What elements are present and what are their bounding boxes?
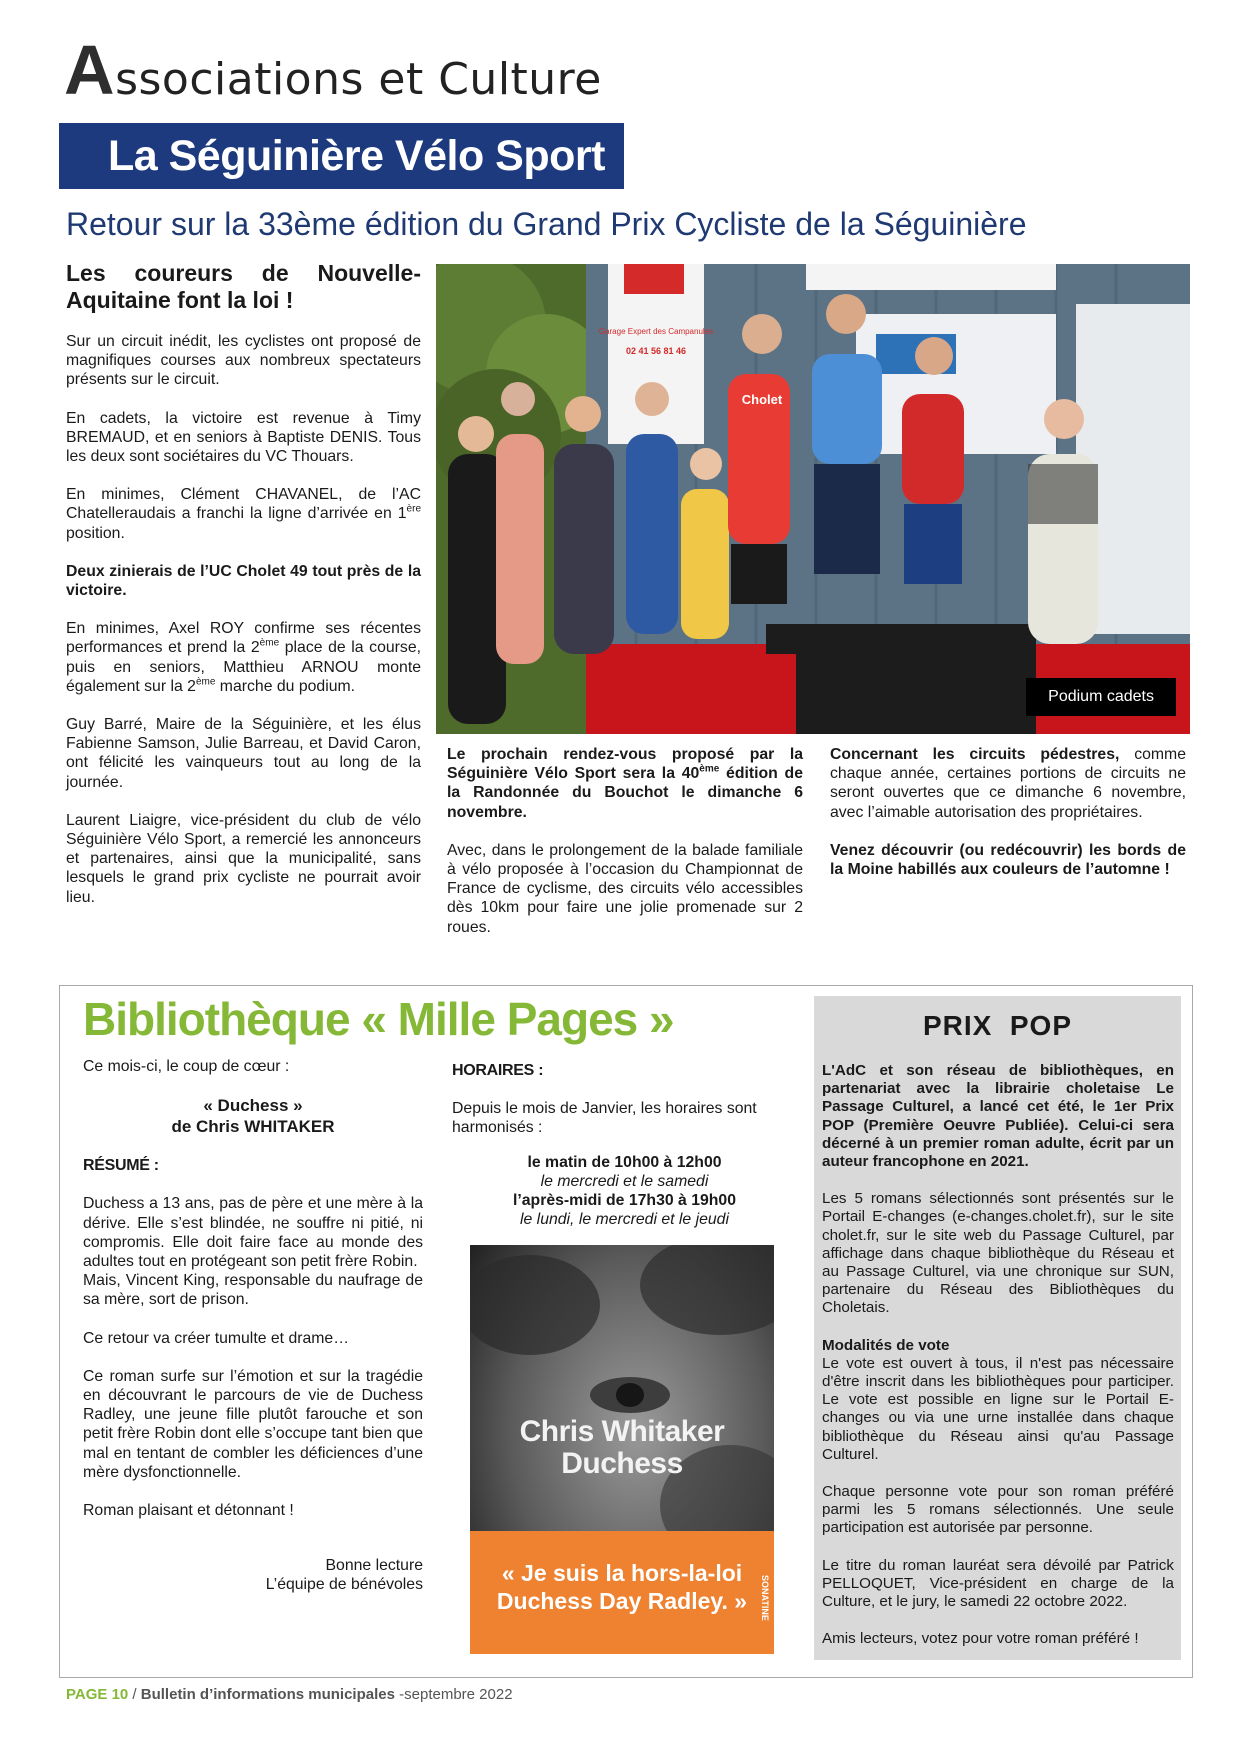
paragraph: Concernant les circuits pédestres, comme chaque année, certaines portions de circuits ne seront ouvertes que ce dimanche 6 novembre, avec l’aimable autorisation des propriétaires. [830,746,1186,821]
paragraph: Duchess a 13 ans, pas de père et une mère à la dérive. Elle s’est blindée, ne souffre ni pitié, ni compromis. Elle doit faire face au monde des adultes tout en protégeant son petit frère Robin. [83,1195,423,1271]
paragraph: Guy Barré, Maire de la Séguinière, et les élus Fabienne Samson, Julie Barreau, et David Caron, ont félicité les vainqueurs tout au long de la journée. [66,716,421,791]
cover-publisher: SONATINE [760,1575,770,1621]
paragraph: En minimes, Clément CHAVANEL, de l’AC Chatelleraudais a franchi la ligne d’arrivée en 1ère position. [66,486,421,542]
resume-label: RÉSUMÉ : [83,1157,159,1175]
paragraph: Sur un circuit inédit, les cyclistes ont proposé de magnifiques courses aux nombreux spectateurs présents sur le circuit. [66,333,421,389]
article-headline: Retour sur la 33ème édition du Grand Prix Cycliste de la Séguinière [66,206,1027,242]
paragraph: Le vote est ouvert à tous, il n'est pas nécessaire d'être inscrit dans les bibliothèques pour participer. Le vote est possible en ligne sur le Portail E-changes ou via une urne installée dans chaque bibliothèque du Réseau ainsi qu'au Passage Culturel. [822,1354,1174,1463]
cycling-middle-column [447,745,803,956]
hours-list: le matin de 10h00 à 12h00 le mercredi et le samedi l’après-midi de 17h30 à 19h00 le lundi, le mercredi et le jeudi [512,1153,737,1229]
page-number: PAGE 10 [66,1686,129,1703]
hours-label: HORAIRES : [452,1062,544,1079]
book-heading [83,1095,423,1137]
cover-title: Duchess [561,1447,683,1480]
podium-photo-illustration [436,264,1190,734]
bulletin-name: Bulletin d’informations municipales [140,1686,395,1703]
closing-call: Venez découvrir (ou redécouvrir) les bords de la Moine habillés aux couleurs de l’automne ! [830,841,1186,879]
library-title: Bibliothèque « Mille Pages » [83,993,674,1045]
club-banner: La Séguinière Vélo Sport [59,123,624,189]
paragraph: Chaque personne vote pour son roman préféré parmi les 5 romans sélectionnés. Une seule participation est autorisée par personne. [822,1483,1174,1537]
sign-garage-name: Garage Expert des Campanules [598,327,714,336]
paragraph: Ce mois-ci, le coup de cœur : [83,1058,290,1075]
paragraph: Le titre du roman lauréat sera dévoilé par Patrick PELLOQUET, Vice-président en charge de la Culture, et le jury, le samedi 22 octobre 2022. [822,1556,1174,1611]
paragraph: Roman plaisant et détonnant ! [83,1502,294,1520]
book-author: de Chris WHITAKER [171,1117,335,1137]
prix-intro: L'AdC et son réseau de bibliothèques, en partenariat avec la librairie choletaise Le Passage Culturel, a lancé cet été, le 1er Prix POP (Première Oeuvre Publiée). Celui-ci sera décerné à un premier roman adulte, écrit par un auteur francophone en 2021. [822,1062,1174,1171]
vote-section: Modalités de vote [822,1336,950,1354]
sub-title: Deux zinierais de l’UC Cholet 49 tout près de la victoire. [66,562,421,600]
prix-pop-title: PRIX POP [922,1010,1073,1041]
page-footer: PAGE 10 / Bulletin d’informations municipales -septembre 2022 [66,1686,513,1703]
podium-photo [436,264,1190,734]
photo-caption: Podium cadets [1026,678,1176,716]
section-title-rest: ssociations et Culture [115,54,602,105]
paragraph: En minimes, Axel ROY confirme ses récentes performances et prend la 2ème place de la course, puis en seniors, Matthieu ARNOU monte également sur la 2ème marche du podium. [66,620,421,695]
book-title: « Duchess » [203,1096,303,1116]
paragraph: Laurent Liaigre, vice-président du club de vélo Séguinière Vélo Sport, a remercié les annonceurs et partenaires, ainsi que la municipalité, sans lesquels le grand prix cycliste ne pourrait avoir lieu. [66,811,421,906]
paragraph: Les 5 romans sélectionnés sont présentés sur le Portail E-changes (e-changes.cholet.fr), sur le site cholet.fr, sur le site web du Passage Culturel, par affichage dans chaque bibliothèque du Réseau et au Passage Culturel, via une chronique sur SUN, partenaire du Réseau des Bibliothèques du Choletais. [822,1190,1174,1317]
section-title [64,30,602,110]
paragraph: Amis lecteurs, votez pour votre roman préféré ! [822,1630,1139,1648]
paragraph: En cadets, la victoire est revenue à Timy BREMAUD, et en seniors à Baptiste DENIS. Tous les deux sont sociétaires du VC Thouars. [66,409,421,466]
cover-quote: « Je suis la hors-la-loi Duchess Day Radley. » [496,1560,748,1614]
paragraph: Mais, Vincent King, responsable du naufrage de sa mère, sort de prison. [83,1272,423,1309]
paragraph: Ce roman surfe sur l’émotion et sur la tragédie en découvrant le parcours de vie de Duchess Radley, une jeune fille plutôt farouche et son petit frère Robin dont elle s’occupe tant bien que mal en tentant de combler les déficiences d’une mère dysfonctionnelle. [83,1367,423,1481]
library-left-column [83,1057,423,1595]
paragraph: Depuis le mois de Janvier, les horaires sont harmonisés : [452,1100,757,1137]
paragraph: Avec, dans le prolongement de la balade familiale à vélo proposée à l’occasion du Championnat de France de cyclisme, des circuits vélo accessibles dès 10km pour faire une jolie promenade sur 2 roues. [447,841,803,936]
cycling-left-column [66,260,421,926]
paragraph: Ce retour va créer tumulte et drame… [83,1329,350,1347]
signature: Bonne lecture L’équipe de bénévoles [265,1557,423,1594]
section-title-initial: A [64,31,116,109]
cycling-right-column [830,745,1186,898]
sign-phone: 02 41 56 81 46 [625,346,687,356]
bulletin-date: -septembre 2022 [394,1686,513,1703]
jersey-text: Cholet [741,392,783,407]
cover-author: Chris Whitaker [519,1415,725,1448]
prix-pop-text [822,1062,1174,1667]
book-cover [470,1245,774,1654]
library-hours-column [452,1061,797,1229]
next-event: Le prochain rendez-vous proposé par la Séguinière Vélo Sport sera la 40ème édition de la Randonnée du Bouchot le dimanche 6 novembre. [447,746,803,821]
lead-title: Les coureurs de Nouvelle-Aquitaine font la loi ! [66,260,421,313]
